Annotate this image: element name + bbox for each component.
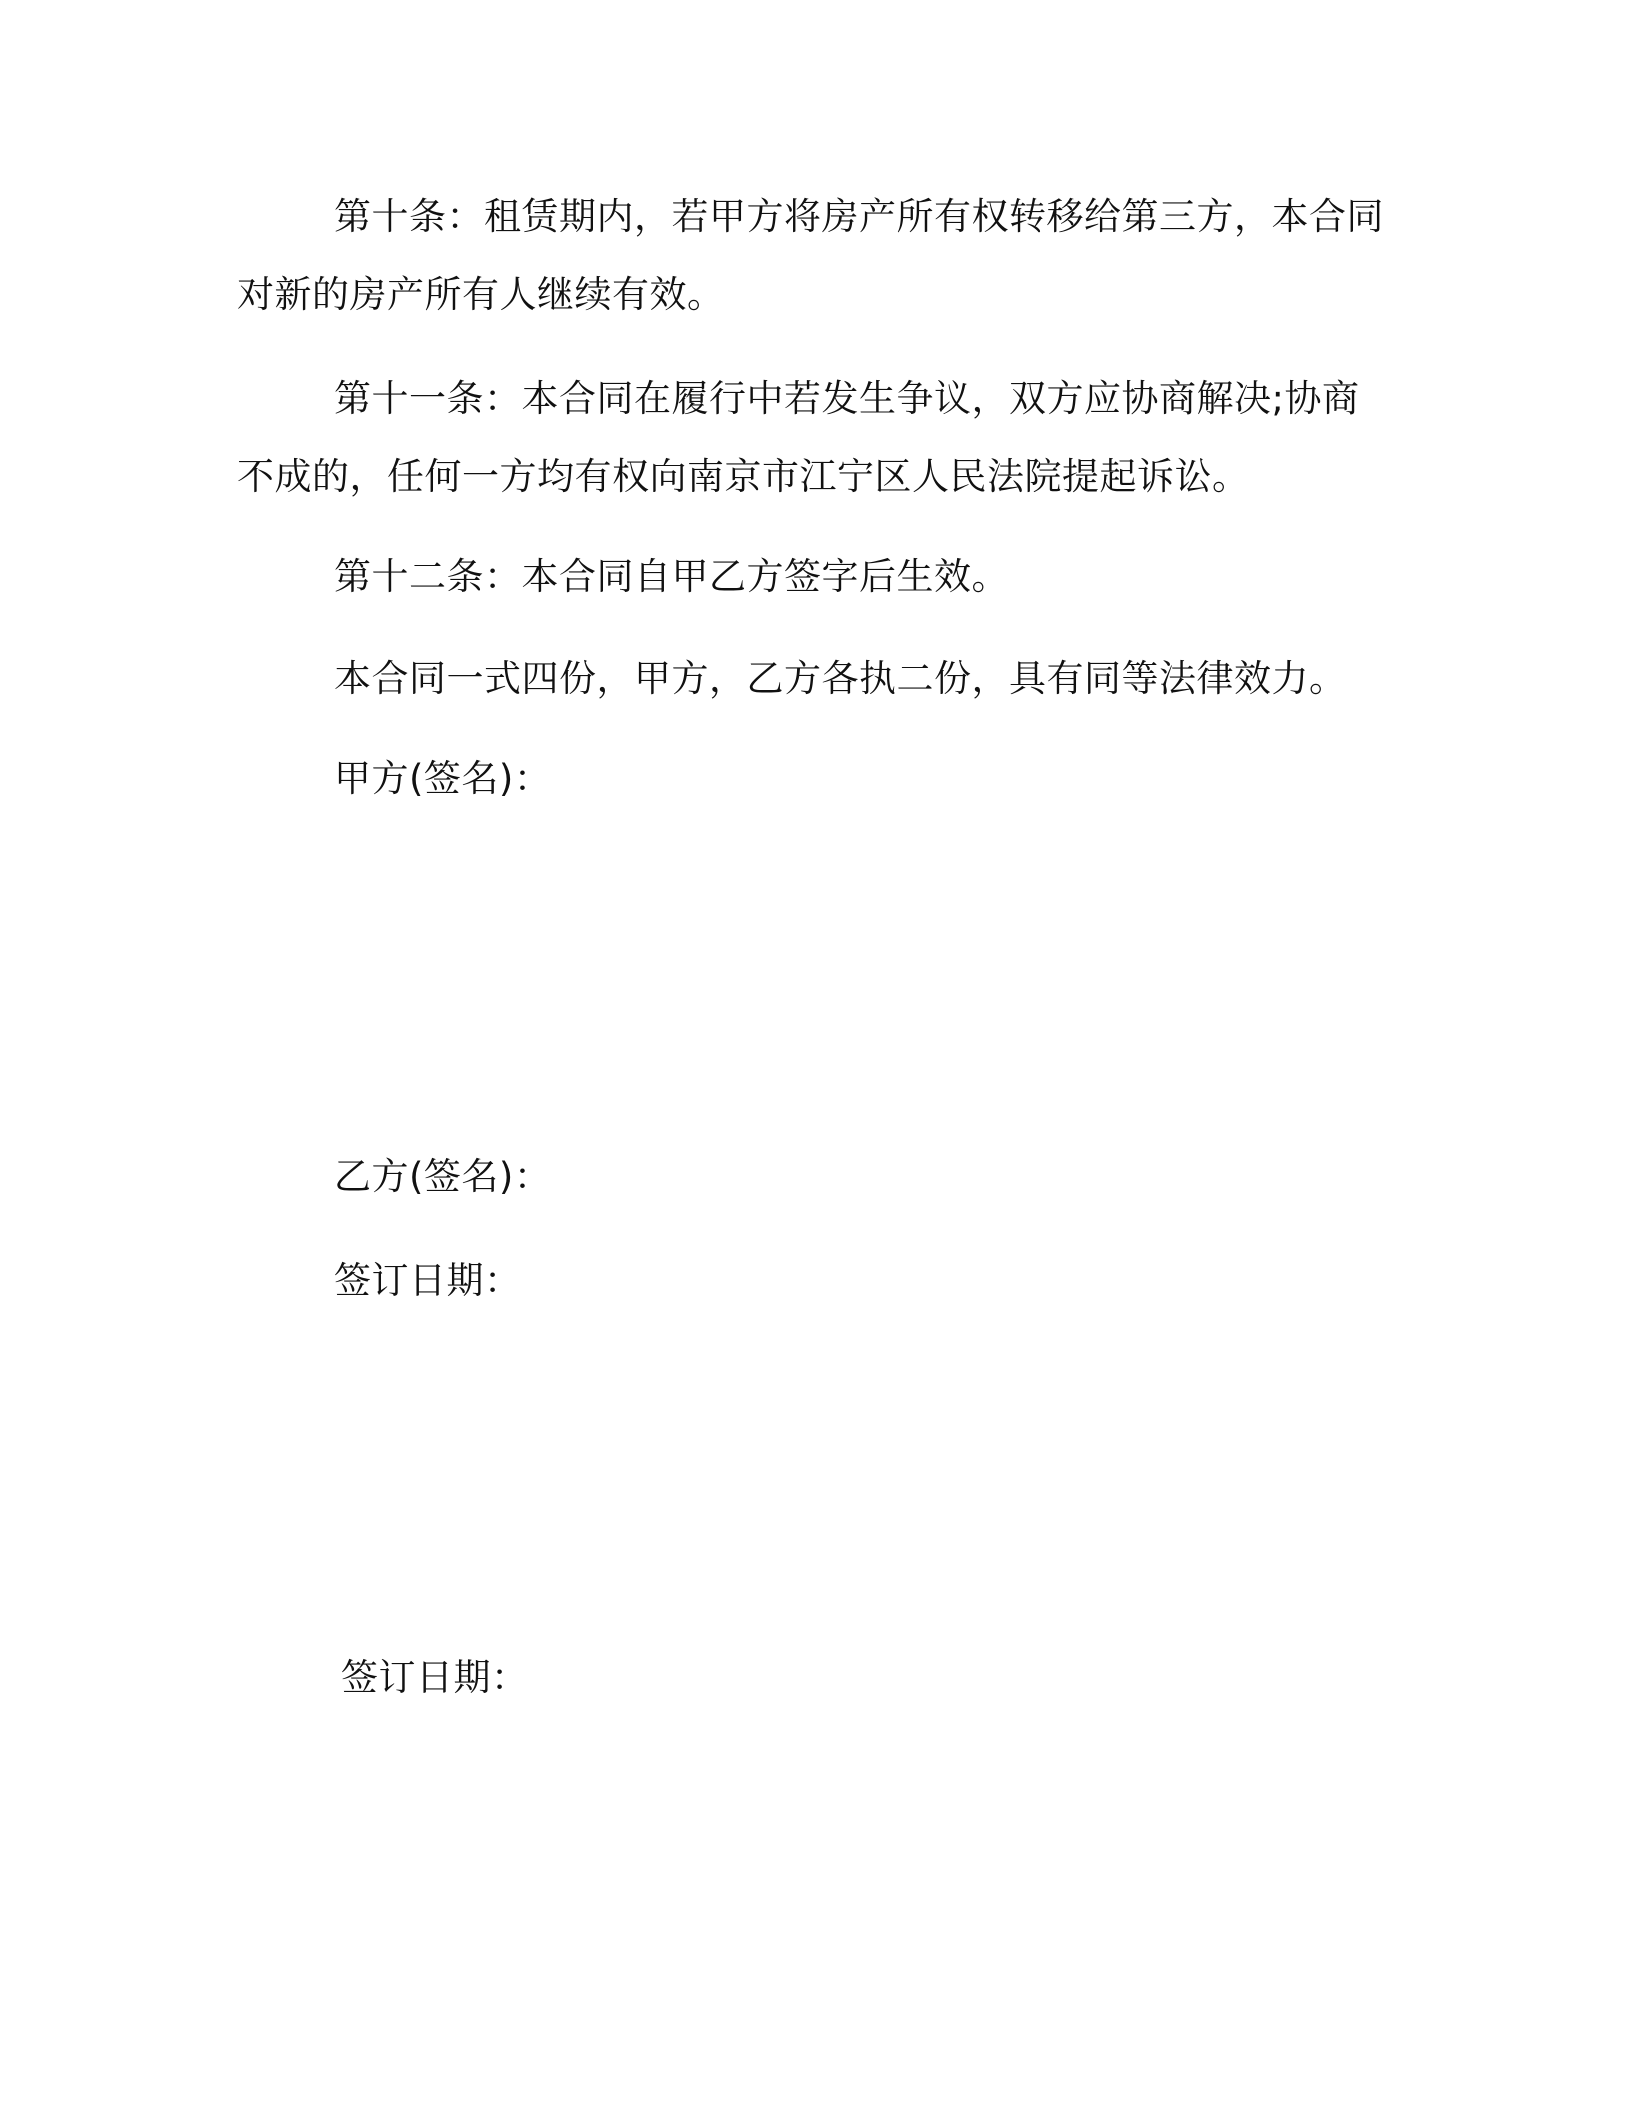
article-12-paragraph: 第十二条：本合同自甲乙方签字后生效。 bbox=[334, 555, 1009, 598]
copies-clause-paragraph: 本合同一式四份，甲方，乙方各执二份，具有同等法律效力。 bbox=[334, 657, 1347, 700]
article-11-paragraph bbox=[237, 360, 1397, 516]
article-11-line-2: 不成的，任何一方均有权向南京市江宁区人民法院提起诉讼。 bbox=[237, 455, 1250, 498]
article-10-paragraph bbox=[237, 178, 1397, 334]
party-a-signature-label: 甲方(签名)： bbox=[334, 757, 552, 800]
article-11-line-1: 第十一条：本合同在履行中若发生争议，双方应协商解决;协商 bbox=[334, 377, 1360, 420]
article-10-line-1: 第十条：租赁期内，若甲方将房产所有权转移给第三方，本合同 bbox=[334, 195, 1384, 238]
signing-date-label: 签订日期： bbox=[334, 1259, 522, 1302]
party-b-signature-label: 乙方(签名)： bbox=[334, 1155, 552, 1198]
signing-date-label-second: 签订日期： bbox=[341, 1656, 529, 1699]
article-10-line-2: 对新的房产所有人继续有效。 bbox=[237, 273, 725, 316]
